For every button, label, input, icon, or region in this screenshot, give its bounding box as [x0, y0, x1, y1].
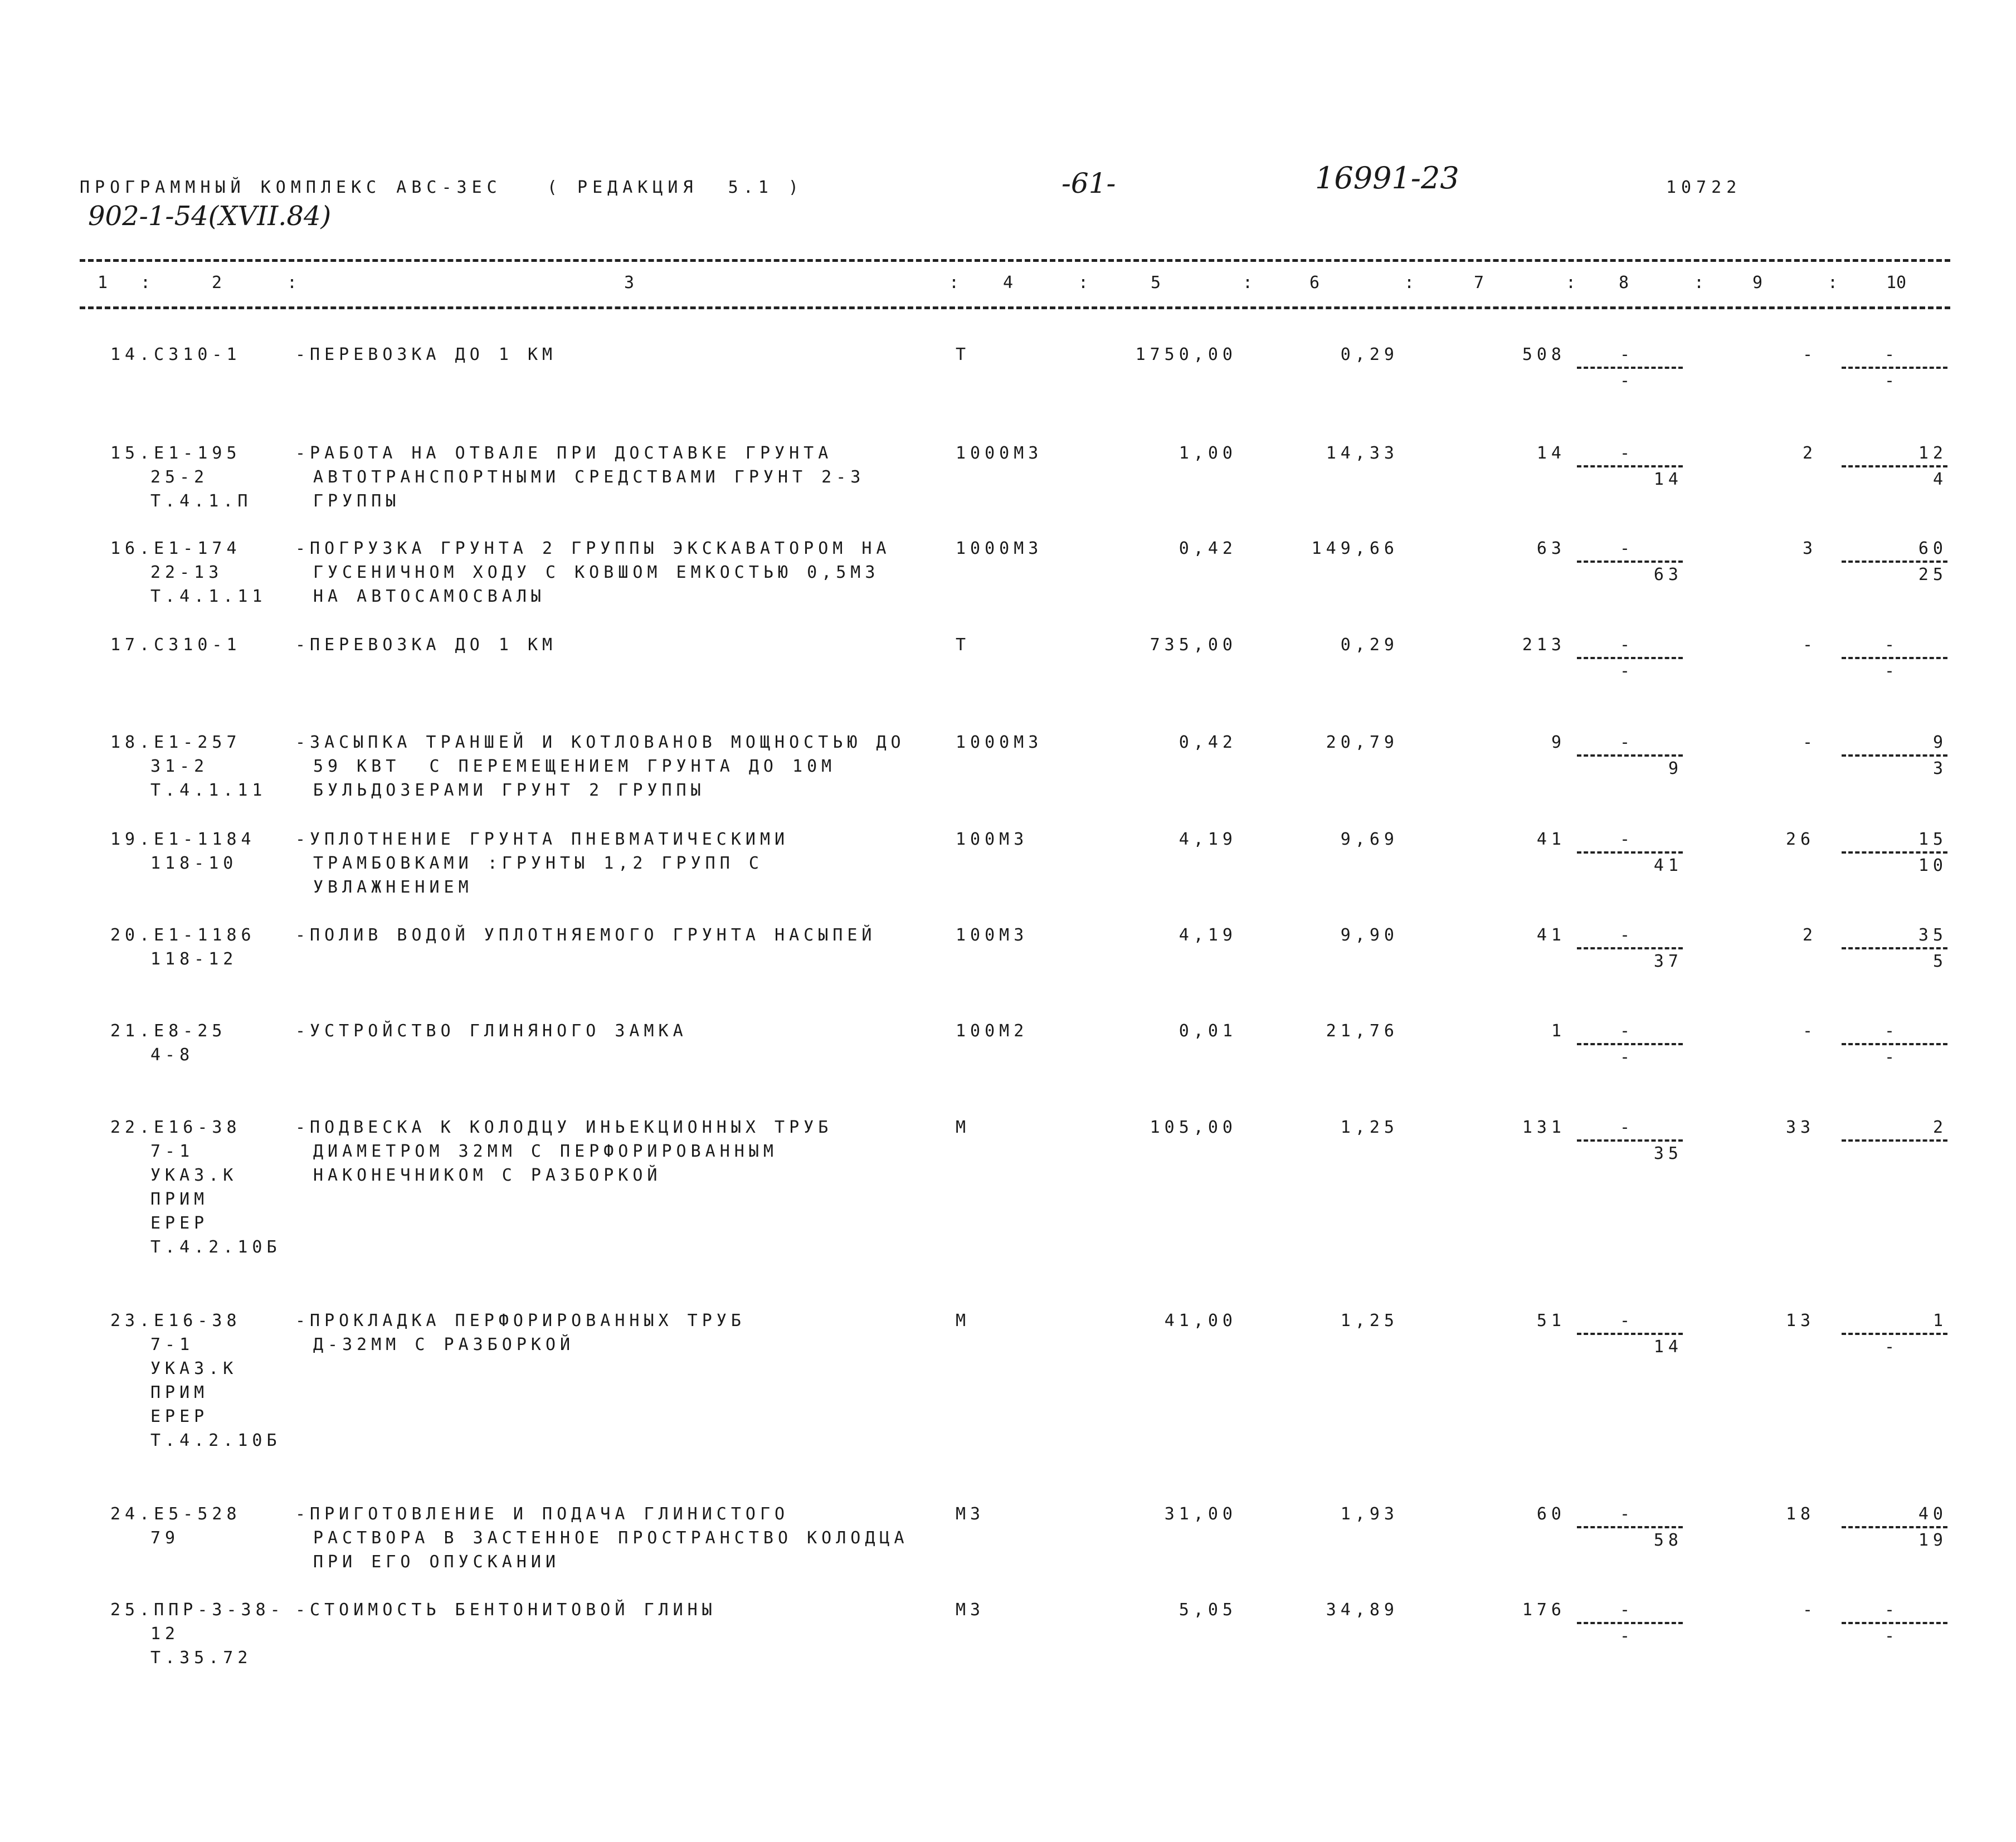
row-description: ТРАМБОВКАМИ :ГРУНТЫ 1,2 ГРУПП С — [313, 854, 763, 873]
col8-fraction — [1571, 537, 1683, 587]
row-quantity: 105,00 — [1150, 1118, 1237, 1137]
row-code-detail: 118-12 — [150, 949, 238, 969]
row-unit-price: 1,93 — [1340, 1504, 1399, 1524]
row-description: БУЛЬДОЗЕРАМИ ГРУНТ 2 ГРУППЫ — [313, 781, 705, 800]
col10-bottom-value: - — [1884, 371, 1900, 391]
row-code: 14.С310-1 — [110, 345, 241, 364]
col10-top-value: 15 — [1918, 830, 1947, 849]
col10-top-value: - — [1884, 345, 1900, 364]
row-description: НАКОНЕЧНИКОМ С РАЗБОРКОЙ — [313, 1166, 662, 1185]
row-unit: Т — [956, 345, 971, 364]
row-description: НА АВТОСАМОСВАЛЫ — [313, 587, 546, 606]
col8-bottom-value: 9 — [1668, 759, 1683, 778]
col8-top-value: - — [1619, 1021, 1635, 1041]
col10-top-value: - — [1884, 635, 1900, 655]
col10-fraction — [1836, 1502, 1947, 1552]
column-separator: : — [1404, 273, 1415, 293]
col8-fraction — [1571, 441, 1683, 491]
document-code: 16991-23 — [1315, 160, 1459, 196]
row-quantity: 4,19 — [1179, 925, 1237, 945]
row-description: -РАБОТА НА ОТВАЛЕ ПРИ ДОСТАВКЕ ГРУНТА — [295, 444, 833, 463]
col8-bottom-value: 14 — [1653, 470, 1683, 489]
col8-top-value: - — [1619, 925, 1635, 945]
col10-bottom-value: 4 — [1932, 470, 1947, 489]
row-quantity: 31,00 — [1164, 1504, 1237, 1524]
row-description: ГРУППЫ — [313, 491, 401, 511]
row-quantity: 735,00 — [1150, 635, 1237, 655]
row-total: 63 — [1536, 539, 1566, 558]
row-code: 17.С310-1 — [110, 635, 241, 655]
row-quantity: 0,42 — [1179, 733, 1237, 752]
row-description: РАСТВОРА В ЗАСТЕННОЕ ПРОСТРАНСТВО КОЛОДЦА — [313, 1528, 909, 1548]
header-rule-top — [80, 259, 1950, 262]
page-number: -61- — [1061, 167, 1116, 199]
column-header-7: 7 — [1474, 273, 1484, 293]
col10-fraction — [1836, 343, 1947, 393]
row-code-detail: Т.35.72 — [150, 1648, 252, 1668]
col8-fraction — [1571, 923, 1683, 973]
row-col9: - — [1803, 1600, 1818, 1620]
col8-bottom-value: 63 — [1653, 565, 1683, 584]
row-code-detail: УКАЗ.К — [150, 1359, 238, 1378]
col10-top-value: - — [1884, 1600, 1900, 1620]
row-total: 41 — [1536, 925, 1566, 945]
row-col9: 26 — [1786, 830, 1815, 849]
col8-bottom-value: - — [1619, 1047, 1635, 1067]
row-code: 25.ППР-3-38- — [110, 1600, 285, 1620]
col8-top-value: - — [1619, 1311, 1635, 1331]
row-code-detail: 7-1 — [150, 1335, 194, 1354]
col10-top-value: 1 — [1932, 1311, 1947, 1331]
row-code-detail: 118-10 — [150, 854, 238, 873]
row-code-detail: Т.4.2.10Б — [150, 1431, 281, 1450]
column-header-3: 3 — [624, 273, 635, 293]
col10-bottom-value: 19 — [1918, 1531, 1947, 1550]
col10-top-value: 2 — [1932, 1118, 1947, 1137]
col10-fraction — [1836, 1115, 1947, 1166]
col10-bottom-value: - — [1884, 1337, 1900, 1357]
col10-bottom-value: - — [1884, 661, 1900, 681]
project-code: 902-1-54(XVII.84) — [88, 201, 332, 232]
col8-fraction — [1571, 827, 1683, 878]
row-total: 131 — [1522, 1118, 1566, 1137]
col10-fraction — [1836, 730, 1947, 781]
row-code-detail: ПРИМ — [150, 1383, 209, 1402]
row-total: 41 — [1536, 830, 1566, 849]
row-code: 22.Е16-38 — [110, 1118, 241, 1137]
col8-top-value: - — [1619, 345, 1635, 364]
column-header-2: 2 — [212, 273, 222, 293]
row-col9: 13 — [1786, 1311, 1815, 1331]
row-col9: - — [1803, 345, 1818, 364]
column-header-1: 1 — [98, 273, 108, 293]
row-unit-price: 9,69 — [1340, 830, 1399, 849]
col10-fraction — [1836, 1598, 1947, 1648]
col10-fraction — [1836, 827, 1947, 878]
row-code-detail: 31-2 — [150, 757, 209, 776]
column-header-10: 10 — [1886, 273, 1907, 293]
column-header-4: 4 — [1003, 273, 1014, 293]
col8-fraction — [1571, 1115, 1683, 1166]
row-unit: Т — [956, 635, 971, 655]
row-unit: М — [956, 1311, 971, 1331]
col10-fraction — [1836, 1309, 1947, 1359]
row-code-detail: Т.4.2.10Б — [150, 1237, 281, 1257]
row-unit-price: 21,76 — [1326, 1021, 1399, 1041]
row-col9: 33 — [1786, 1118, 1815, 1137]
row-quantity: 0,01 — [1179, 1021, 1237, 1041]
column-separator: : — [287, 273, 298, 293]
col10-fraction — [1836, 633, 1947, 683]
row-quantity: 5,05 — [1179, 1600, 1237, 1620]
row-code-detail: ЕРЕР — [150, 1214, 209, 1233]
row-quantity: 4,19 — [1179, 830, 1237, 849]
row-code: 15.Е1-195 — [110, 444, 241, 463]
header-rule-bottom — [80, 306, 1950, 309]
row-unit-price: 20,79 — [1326, 733, 1399, 752]
col10-top-value: 35 — [1918, 925, 1947, 945]
col8-bottom-value: 35 — [1653, 1144, 1683, 1163]
col8-fraction — [1571, 1598, 1683, 1648]
row-total: 51 — [1536, 1311, 1566, 1331]
col10-fraction — [1836, 1019, 1947, 1069]
row-description: -ЗАСЫПКА ТРАНШЕЙ И КОТЛОВАНОВ МОЩНОСТЬЮ ДО — [295, 733, 905, 752]
row-description: -СТОИМОСТЬ БЕНТОНИТОВОЙ ГЛИНЫ — [295, 1600, 717, 1620]
row-code-detail: ПРИМ — [150, 1190, 209, 1209]
row-description: -ПРОКЛАДКА ПЕРФОРИРОВАННЫХ ТРУБ — [295, 1311, 746, 1331]
row-col9: - — [1803, 635, 1818, 655]
col10-top-value: 40 — [1918, 1504, 1947, 1524]
row-unit: 100М3 — [956, 830, 1029, 849]
col10-bottom-value: - — [1884, 1626, 1900, 1646]
col8-top-value: - — [1619, 830, 1635, 849]
row-code-detail: 4-8 — [150, 1045, 194, 1065]
row-col9: 2 — [1803, 925, 1818, 945]
col8-fraction — [1571, 633, 1683, 683]
row-unit: М3 — [956, 1600, 985, 1620]
row-code: 23.Е16-38 — [110, 1311, 241, 1331]
row-description: УВЛАЖНЕНИЕМ — [313, 878, 473, 897]
row-description: 59 КВТ С ПЕРЕМЕЩЕНИЕМ ГРУНТА ДО 10М — [313, 757, 836, 776]
column-separator: : — [949, 273, 960, 293]
col10-top-value: - — [1884, 1021, 1900, 1041]
row-code-detail: Т.4.1.П — [150, 491, 252, 511]
row-code-detail: ЕРЕР — [150, 1407, 209, 1426]
row-description: ДИАМЕТРОМ 32ММ С ПЕРФОРИРОВАННЫМ — [313, 1142, 778, 1161]
row-description: -ПРИГОТОВЛЕНИЕ И ПОДАЧА ГЛИНИСТОГО — [295, 1504, 790, 1524]
row-description: -ПОДВЕСКА К КОЛОДЦУ ИНЬЕКЦИОННЫХ ТРУБ — [295, 1118, 833, 1137]
col10-bottom-value: 10 — [1918, 856, 1947, 875]
row-total: 1 — [1551, 1021, 1566, 1041]
row-description: Д-32ММ С РАЗБОРКОЙ — [313, 1335, 575, 1354]
row-total: 176 — [1522, 1600, 1566, 1620]
col8-fraction — [1571, 730, 1683, 781]
row-unit: 1000М3 — [956, 444, 1043, 463]
col10-bottom-value: - — [1884, 1047, 1900, 1067]
row-col9: 18 — [1786, 1504, 1815, 1524]
col8-bottom-value: - — [1619, 1626, 1635, 1646]
row-unit-price: 9,90 — [1340, 925, 1399, 945]
row-col9: 2 — [1803, 444, 1818, 463]
row-code-detail: Т.4.1.11 — [150, 587, 267, 606]
row-description: ГУСЕНИЧНОМ ХОДУ С КОВШОМ ЕМКОСТЬЮ 0,5М3 — [313, 563, 880, 582]
row-col9: - — [1803, 1021, 1818, 1041]
row-unit-price: 34,89 — [1326, 1600, 1399, 1620]
col8-bottom-value: - — [1619, 371, 1635, 391]
row-description: -ПЕРЕВОЗКА ДО 1 КМ — [295, 635, 557, 655]
row-unit: М3 — [956, 1504, 985, 1524]
col8-fraction — [1571, 1019, 1683, 1069]
col8-top-value: - — [1619, 539, 1635, 558]
row-code: 24.Е5-528 — [110, 1504, 241, 1524]
row-col9: 3 — [1803, 539, 1818, 558]
row-unit-price: 1,25 — [1340, 1118, 1399, 1137]
row-unit-price: 0,29 — [1340, 635, 1399, 655]
col10-fraction — [1836, 537, 1947, 587]
col8-top-value: - — [1619, 635, 1635, 655]
row-unit: 1000М3 — [956, 539, 1043, 558]
column-separator: : — [1828, 273, 1838, 293]
row-code: 19.Е1-1184 — [110, 830, 256, 849]
row-code-detail: 7-1 — [150, 1142, 194, 1161]
row-quantity: 1,00 — [1179, 444, 1237, 463]
col10-top-value: 60 — [1918, 539, 1947, 558]
row-unit: 100М3 — [956, 925, 1029, 945]
row-col9: - — [1803, 733, 1818, 752]
row-unit: М — [956, 1118, 971, 1137]
row-description: -ПЕРЕВОЗКА ДО 1 КМ — [295, 345, 557, 364]
col8-bottom-value: 37 — [1653, 952, 1683, 971]
row-quantity: 41,00 — [1164, 1311, 1237, 1331]
row-quantity: 0,42 — [1179, 539, 1237, 558]
col10-bottom-value — [1836, 1142, 1947, 1166]
row-unit-price: 14,33 — [1326, 444, 1399, 463]
col8-bottom-value: 58 — [1653, 1531, 1683, 1550]
col8-fraction — [1571, 1502, 1683, 1552]
row-quantity: 1750,00 — [1135, 345, 1237, 364]
row-total: 60 — [1536, 1504, 1566, 1524]
col8-top-value: - — [1619, 1600, 1635, 1620]
col8-bottom-value: 14 — [1653, 1337, 1683, 1357]
row-unit: 1000М3 — [956, 733, 1043, 752]
column-separator: : — [1078, 273, 1089, 293]
row-code-detail: 79 — [150, 1528, 180, 1548]
row-description: -УПЛОТНЕНИЕ ГРУНТА ПНЕВМАТИЧЕСКИМИ — [295, 830, 790, 849]
row-unit-price: 1,25 — [1340, 1311, 1399, 1331]
column-separator: : — [1243, 273, 1253, 293]
row-unit: 100М2 — [956, 1021, 1029, 1041]
row-description: -УСТРОЙСТВО ГЛИНЯНОГО ЗАМКА — [295, 1021, 688, 1041]
row-total: 508 — [1522, 345, 1566, 364]
row-code-detail: УКАЗ.К — [150, 1166, 238, 1185]
col10-bottom-value: 25 — [1918, 565, 1947, 584]
col10-fraction — [1836, 923, 1947, 973]
column-header-5: 5 — [1151, 273, 1161, 293]
row-code-detail: 22-13 — [150, 563, 223, 582]
col8-top-value: - — [1619, 733, 1635, 752]
col8-top-value: - — [1619, 444, 1635, 463]
column-header-9: 9 — [1752, 273, 1763, 293]
column-separator: : — [1694, 273, 1705, 293]
row-code-detail: 12 — [150, 1624, 180, 1644]
document-number: 10722 — [1666, 178, 1742, 197]
col10-top-value: 12 — [1918, 444, 1947, 463]
col10-fraction — [1836, 441, 1947, 491]
column-header-8: 8 — [1619, 273, 1629, 293]
col10-bottom-value: 5 — [1932, 952, 1947, 971]
row-total: 9 — [1551, 733, 1566, 752]
row-code: 16.Е1-174 — [110, 539, 241, 558]
col8-top-value: - — [1619, 1118, 1635, 1137]
row-description: -ПОЛИВ ВОДОЙ УПЛОТНЯЕМОГО ГРУНТА НАСЫПЕЙ — [295, 925, 876, 945]
col10-bottom-value: 3 — [1932, 759, 1947, 778]
column-separator: : — [1566, 273, 1576, 293]
program-title: ПРОГРАММНЫЙ КОМПЛЕКС АВС-3ЕС ( РЕДАКЦИЯ 5.1 ) — [80, 178, 804, 197]
row-description: АВТОТРАНСПОРТНЫМИ СРЕДСТВАМИ ГРУНТ 2-3 — [313, 467, 865, 487]
row-description: -ПОГРУЗКА ГРУНТА 2 ГРУППЫ ЭКСКАВАТОРОМ НА — [295, 539, 891, 558]
column-header-6: 6 — [1309, 273, 1320, 293]
col8-bottom-value: - — [1619, 661, 1635, 681]
row-total: 14 — [1536, 444, 1566, 463]
row-description: ПРИ ЕГО ОПУСКАНИИ — [313, 1552, 561, 1572]
column-separator: : — [140, 273, 151, 293]
col8-top-value: - — [1619, 1504, 1635, 1524]
row-unit-price: 149,66 — [1311, 539, 1399, 558]
col8-bottom-value: 41 — [1653, 856, 1683, 875]
col8-fraction — [1571, 343, 1683, 393]
row-unit-price: 0,29 — [1340, 345, 1399, 364]
row-code: 18.Е1-257 — [110, 733, 241, 752]
row-code: 21.Е8-25 — [110, 1021, 227, 1041]
row-code-detail: Т.4.1.11 — [150, 781, 267, 800]
row-total: 213 — [1522, 635, 1566, 655]
col10-top-value: 9 — [1932, 733, 1947, 752]
row-code: 20.Е1-1186 — [110, 925, 256, 945]
col8-fraction — [1571, 1309, 1683, 1359]
row-code-detail: 25-2 — [150, 467, 209, 487]
